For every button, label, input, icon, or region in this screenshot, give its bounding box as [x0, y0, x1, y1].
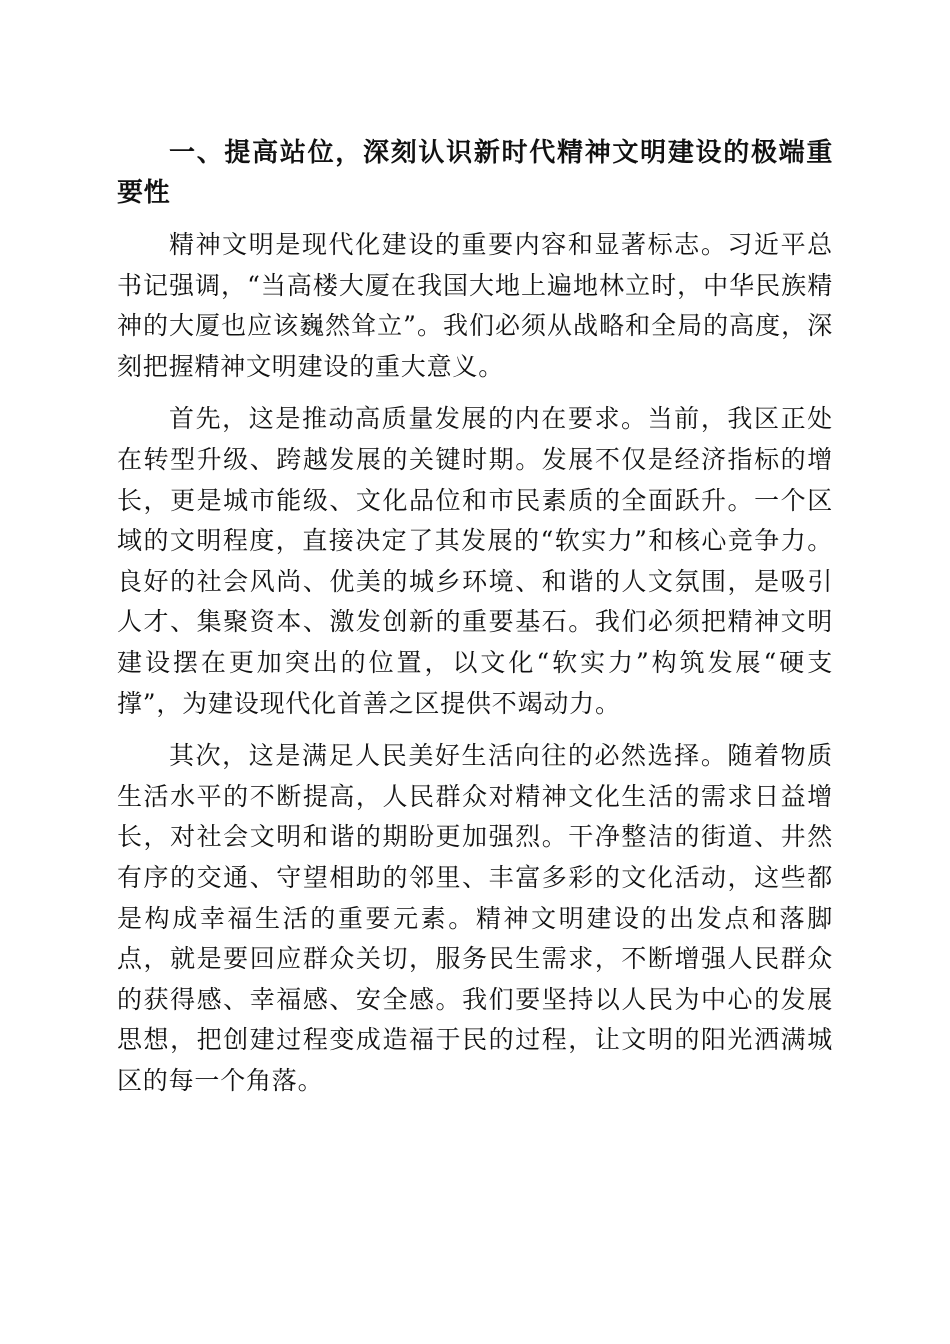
paragraph-intro: 精神文明是现代化建设的重要内容和显著标志。习近平总书记强调，“当高楼大厦在我国大地上遍地林立时，中华民族精神的大厦也应该巍然耸立”。我们必须从战略和全局的高度，深刻把握精神文明建设的重大意义。 [117, 230, 833, 381]
document-body [117, 133, 833, 1101]
section-heading: 一、提高站位，深刻认识新时代精神文明建设的极端重要性 [117, 138, 833, 208]
paragraph-first-reason: 首先，这是推动高质量发展的内在要求。当前，我区正处在转型升级、跨越发展的关键时期。发展不仅是经济指标的增长，更是城市能级、文化品位和市民素质的全面跃升。一个区域的文明程度，直接决定了其发展的“软实力”和核心竞争力。良好的社会风尚、优美的城乡环境、和谐的人文氛围，是吸引人才、集聚资本、激发创新的重要基石。我们必须把精神文明建设摆在更加突出的位置，以文化“软实力”构筑发展“硬支撑”，为建设现代化首善之区提供不竭动力。 [117, 404, 833, 718]
paragraph-second-reason: 其次，这是满足人民美好生活向往的必然选择。随着物质生活水平的不断提高，人民群众对精神文化生活的需求日益增长，对社会文明和谐的期盼更加强烈。干净整洁的街道、井然有序的交通、守望相助的邻里、丰富多彩的文化活动，这些都是构成幸福生活的重要元素。精神文明建设的出发点和落脚点，就是要回应群众关切，服务民生需求，不断增强人民群众的获得感、幸福感、安全感。我们要坚持以人民为中心的发展思想，把创建过程变成造福于民的过程，让文明的阳光洒满城区的每一个角落。 [117, 741, 833, 1095]
